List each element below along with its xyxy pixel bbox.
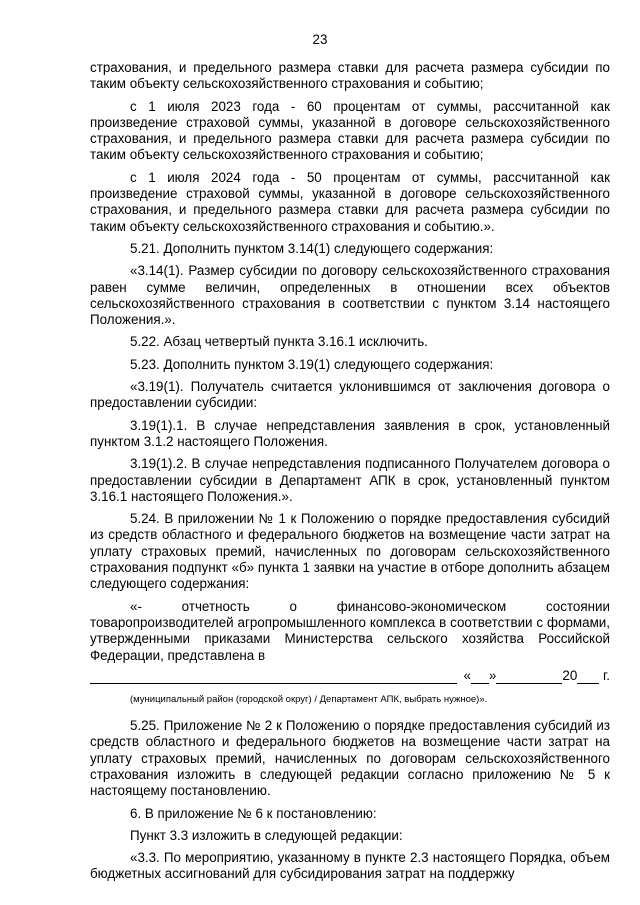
paragraph: «3.3. По мероприятию, указанному в пункте 2.3 настоящего Порядка, объем бюджетных ассигнований для субсидирования затрат на поддержку bbox=[90, 850, 610, 882]
paragraph: Пункт 3.3 изложить в следующей редакции: bbox=[130, 827, 403, 843]
paragraph: 3.19(1).2. В случае непредставления подписанного Получателем договора о предоставлении субсидии в Департамент АПК в срок, установленный пунктом 3.16.1 настоящего Положения.». bbox=[90, 456, 610, 504]
caption: (муниципальный район (городской округ) / Департамент АПК, выбрать нужное)». bbox=[130, 694, 488, 706]
blank-line bbox=[90, 670, 457, 684]
paragraph: с 1 июля 2023 года - 60 процентам от суммы, рассчитанной как произведение страховой суммы, указанной в договоре сельскохозяйственного страхования, и предельного размера ставки для расчета размера субсидии по таким объекту сельскохозяйственного страхования и событию; bbox=[90, 98, 610, 163]
paragraph: «3.14(1). Размер субсидии по договору сельскохозяйственного страхования равен сумме величин, определенных в отношении всех объектов сельскохозяйственного страхования в соответствии с пунктом 3.14 настоящего Положения.». bbox=[90, 263, 610, 328]
paragraph: 5.22. Абзац четвертый пункта 3.16.1 исключить. bbox=[130, 334, 428, 350]
paragraph: 5.23. Дополнить пунктом 3.19(1) следующего содержания: bbox=[130, 356, 494, 372]
page-number: 23 bbox=[312, 32, 328, 47]
paragraph: 5.24. В приложении № 1 к Положению о порядке предоставления субсидий из средств областного и федерального бюджетов на возмещение части затрат на уплату страховых премий, начисленных по договорам сельскохозяйственного страхования подпункт «б» пункта 1 заявки на участие в отборе дополнить абзацем следующего содержания: bbox=[90, 511, 610, 592]
paragraph: 6. В приложение № 6 к постановлению: bbox=[130, 805, 377, 821]
paragraph: 5.21. Дополнить пунктом 3.14(1) следующего содержания: bbox=[130, 240, 494, 256]
paragraph: страхования, и предельного размера ставки для расчета размера субсидии по таким объекту сельскохозяйственного страхования и событию; bbox=[90, 60, 610, 92]
month-blank bbox=[496, 670, 562, 684]
paragraph: 3.19(1).1. В случае непредставления заявления в срок, установленный пунктом 3.1.2 настоящего Положения. bbox=[90, 417, 610, 449]
paragraph: 5.25. Приложение № 2 к Положению о порядке предоставления субсидий из средств областного и федерального бюджетов на возмещение части затрат на уплату страховых премий, начисленных по договорам сельскохозяйственного страхования изложить в следующей редакции согласно приложению № 5 к настоящему постановлению. bbox=[90, 718, 610, 799]
paragraph: «- отчетность о финансово-экономическом состоянии товаропроизводителей агропромышленного комплекса в соответствии с формами, утвержденными приказами Министерства сельского хозяйства Российской Федерации, представлена в bbox=[90, 598, 610, 663]
fill-in-date-line: « » 20 г. bbox=[90, 668, 610, 684]
paragraph: «3.19(1). Получатель считается уклонившимся от заключения договора о предоставлении субсидии: bbox=[90, 379, 610, 411]
document-body bbox=[90, 60, 610, 889]
day-blank bbox=[471, 670, 489, 684]
paragraph: с 1 июля 2024 года - 50 процентам от суммы, рассчитанной как произведение страховой суммы, указанной в договоре сельскохозяйственного страхования, и предельного размера ставки для расчета размера субсидии по таким объекту сельскохозяйственного страхования и событию.». bbox=[90, 169, 610, 234]
year-blank bbox=[577, 670, 599, 684]
